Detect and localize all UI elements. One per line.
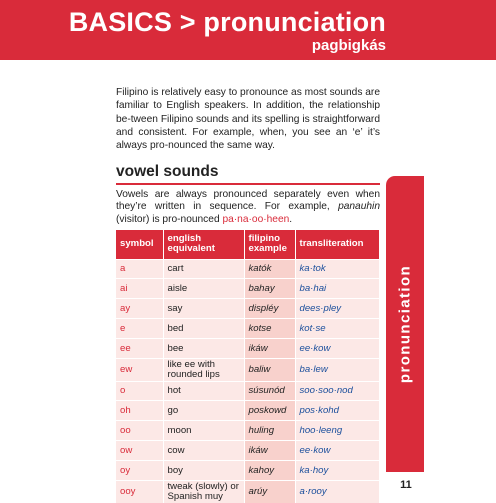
cell-transliteration: ee·kow: [295, 441, 379, 461]
cell-filipino: ikáw: [244, 339, 295, 359]
example-pronunciation: pa·na·oo·heen: [222, 214, 289, 225]
table-row: [116, 441, 379, 461]
page-number: 11: [396, 479, 416, 491]
cell-english: say: [163, 299, 244, 319]
cell-english: cow: [163, 441, 244, 461]
table-row: [116, 358, 379, 381]
cell-symbol: e: [116, 319, 163, 339]
cell-filipino: displéy: [244, 299, 295, 319]
table-row: [116, 481, 379, 503]
cell-english: boy: [163, 461, 244, 481]
cell-english: bee: [163, 339, 244, 359]
cell-transliteration: a·rooy: [295, 481, 379, 503]
vowel-intro-paragraph: [116, 189, 380, 226]
cell-filipino: baliw: [244, 358, 295, 381]
table-row: [116, 259, 379, 279]
table-row: [116, 339, 379, 359]
table-row: [116, 381, 379, 401]
cell-english: like ee with rounded lips: [163, 358, 244, 381]
cell-symbol: o: [116, 381, 163, 401]
cell-symbol: ew: [116, 358, 163, 381]
cell-symbol: ai: [116, 279, 163, 299]
cell-filipino: poskowd: [244, 401, 295, 421]
cell-english: tweak (slowly) or Spanish muy: [163, 481, 244, 503]
cell-symbol: oo: [116, 421, 163, 441]
cell-filipino: kahoy: [244, 461, 295, 481]
cell-english: bed: [163, 319, 244, 339]
header-banner: [0, 0, 496, 60]
page-subtitle: pagbigkás: [312, 37, 386, 54]
table-row: [116, 319, 379, 339]
header-filipino-example: filipino example: [244, 230, 295, 259]
cell-filipino: bahay: [244, 279, 295, 299]
table-row: [116, 461, 379, 481]
vowel-sounds-table: [116, 230, 380, 503]
cell-transliteration: ba·lew: [295, 358, 379, 381]
header-english-equivalent: english equivalent: [163, 230, 244, 259]
cell-symbol: a: [116, 259, 163, 279]
cell-english: go: [163, 401, 244, 421]
cell-transliteration: soo·soo·nod: [295, 381, 379, 401]
page-title: BASICS > pronunciation: [69, 7, 386, 38]
cell-filipino: arúy: [244, 481, 295, 503]
table-header-row: [116, 230, 379, 259]
vowel-intro-text-end: .: [289, 214, 292, 225]
cell-transliteration: pos·kohd: [295, 401, 379, 421]
cell-transliteration: dees·pley: [295, 299, 379, 319]
cell-transliteration: ka·hoy: [295, 461, 379, 481]
cell-filipino: huling: [244, 421, 295, 441]
cell-english: cart: [163, 259, 244, 279]
cell-transliteration: ka·tok: [295, 259, 379, 279]
side-tab: [386, 176, 424, 472]
cell-filipino: súsunód: [244, 381, 295, 401]
cell-transliteration: hoo·leeng: [295, 421, 379, 441]
section-divider: [116, 183, 380, 185]
cell-symbol: ay: [116, 299, 163, 319]
side-tab-label: pronunciation: [397, 265, 414, 383]
table-row: [116, 421, 379, 441]
cell-filipino: ikáw: [244, 441, 295, 461]
header-transliteration: transliteration: [295, 230, 379, 259]
cell-symbol: ow: [116, 441, 163, 461]
intro-paragraph: Filipino is relatively easy to pronounce as most sounds are familiar to English speakers. In addition, the relationship be-tween Filipino sounds and its spelling is straightforward and consistent. For example, when, you see an ‘e’ it’s always pro-nounced the same way.: [116, 86, 380, 152]
cell-symbol: oh: [116, 401, 163, 421]
example-word: panauhin: [338, 201, 380, 212]
cell-filipino: kotse: [244, 319, 295, 339]
vowel-intro-text-middle: (visitor) is pro-nounced: [116, 214, 222, 225]
cell-symbol: oy: [116, 461, 163, 481]
cell-symbol: ooy: [116, 481, 163, 503]
cell-english: hot: [163, 381, 244, 401]
section-title: vowel sounds: [116, 163, 219, 181]
cell-filipino: katók: [244, 259, 295, 279]
cell-transliteration: ee·kow: [295, 339, 379, 359]
header-symbol: symbol: [116, 230, 163, 259]
cell-english: aisle: [163, 279, 244, 299]
table-row: [116, 299, 379, 319]
cell-english: moon: [163, 421, 244, 441]
vowel-intro-text: Vowels are always pronounced separately even when they’re written in sequence. For example,: [116, 189, 380, 212]
cell-transliteration: ba·hai: [295, 279, 379, 299]
cell-transliteration: kot·se: [295, 319, 379, 339]
table-row: [116, 401, 379, 421]
cell-symbol: ee: [116, 339, 163, 359]
table-row: [116, 279, 379, 299]
